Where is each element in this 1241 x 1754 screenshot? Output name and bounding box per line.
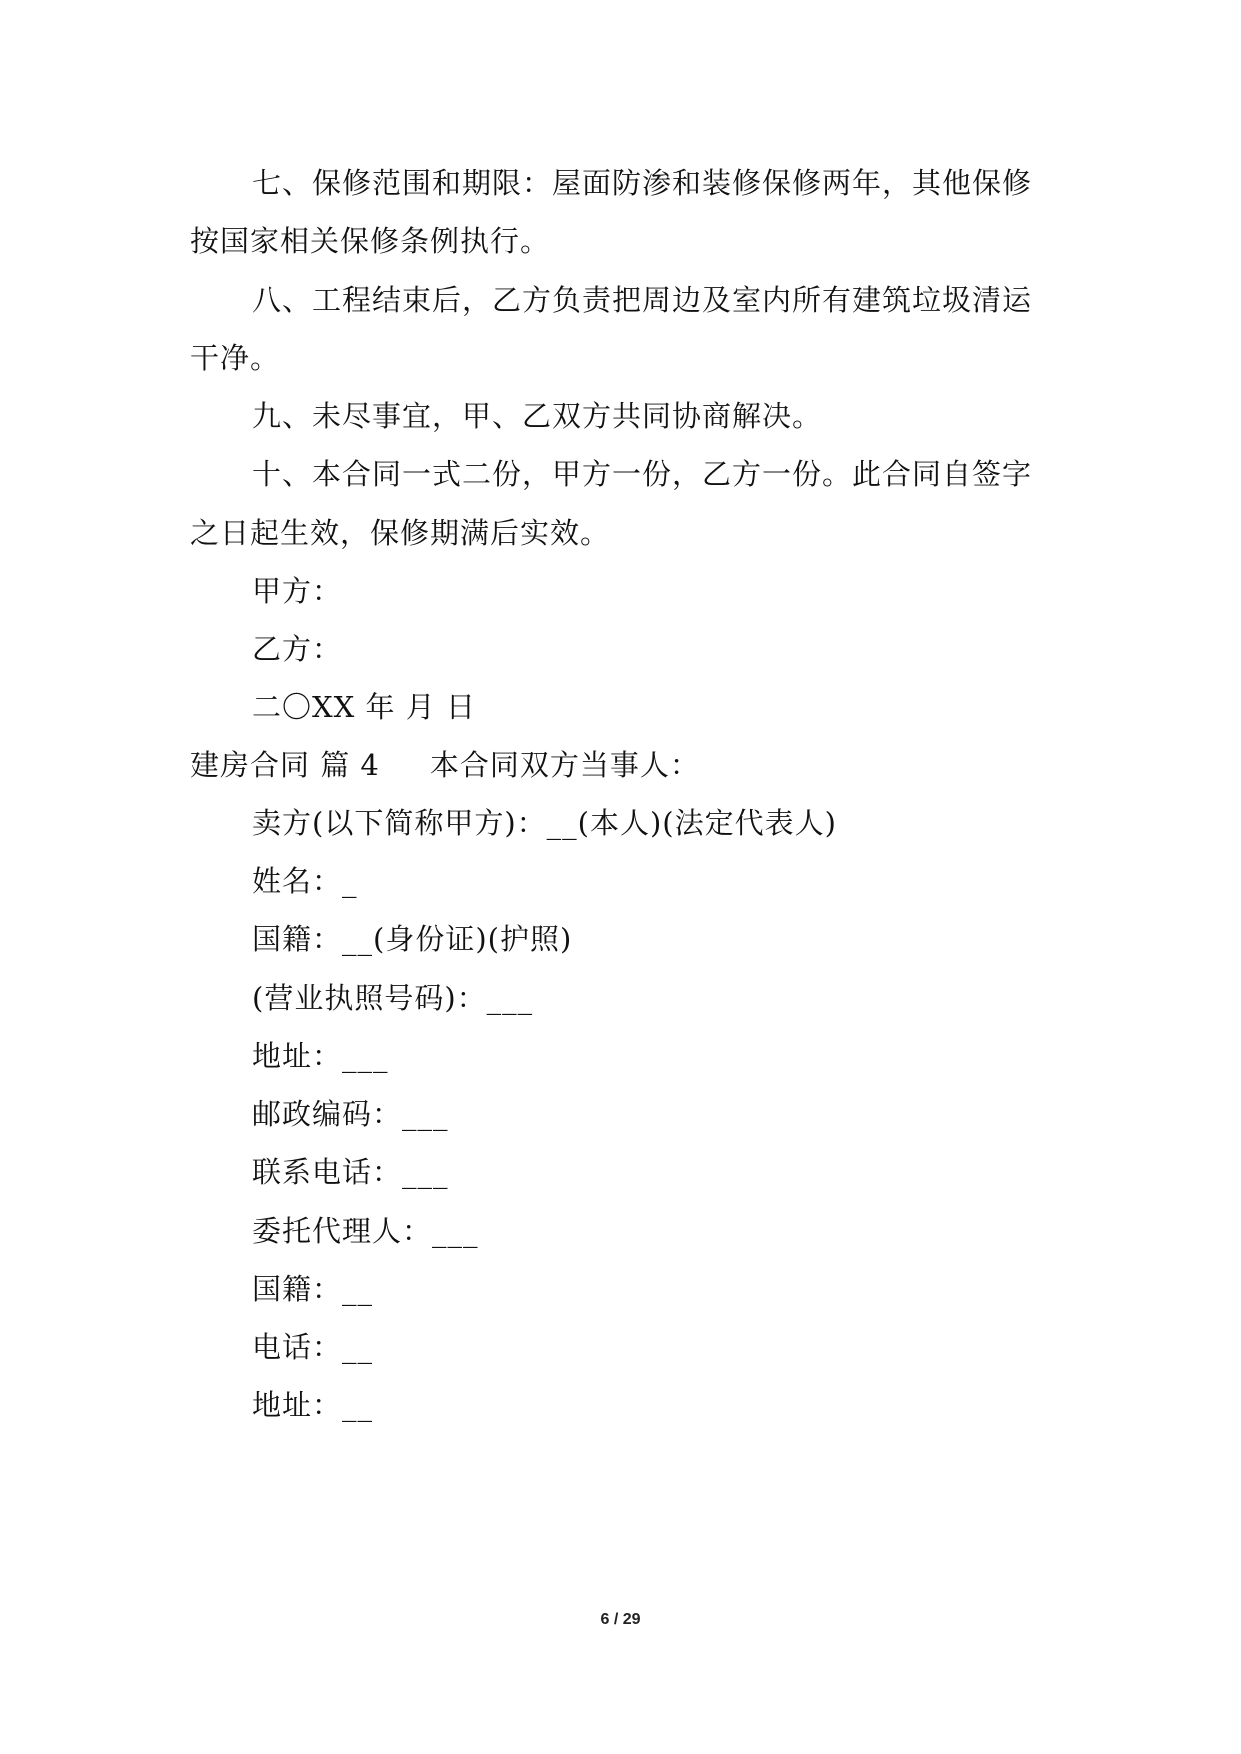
- seller-line: 卖方(以下简称甲方)：__(本人)(法定代表人): [252, 806, 837, 840]
- section-heading-line: [190, 745, 1060, 785]
- paragraph-line: 干净。: [190, 341, 281, 375]
- party-b-signature: 乙方：: [252, 632, 343, 666]
- field-agent-phone: 电话：__: [252, 1330, 374, 1364]
- field-agent-nationality: 国籍：__: [252, 1272, 374, 1306]
- field-postal-code: 邮政编码：___: [252, 1097, 449, 1131]
- paragraph-line: 之日起生效，保修期满后实效。: [190, 516, 611, 550]
- party-a-signature: 甲方：: [252, 574, 343, 608]
- field-address: 地址：___: [252, 1039, 389, 1073]
- paragraph-line: 八、工程结束后，乙方负责把周边及室内所有建筑垃圾清运: [252, 283, 1033, 317]
- paragraph-line: 七、保修范围和期限：屋面防渗和装修保修两年，其他保修: [252, 166, 1033, 200]
- paragraph-line: 九、未尽事宜，甲、乙双方共同协商解决。: [252, 399, 823, 433]
- date-line: 二〇XX 年 月 日: [252, 690, 476, 724]
- paragraph-line: 按国家相关保修条例执行。: [190, 224, 551, 258]
- page-separator: /: [609, 1611, 623, 1628]
- total-pages: 29: [622, 1611, 641, 1628]
- field-nationality: 国籍：__(身份证)(护照): [252, 922, 573, 956]
- section-title: 建房合同 篇 4: [190, 748, 380, 782]
- field-agent-address: 地址：__: [252, 1388, 374, 1422]
- field-agent: 委托代理人：___: [252, 1214, 479, 1248]
- section-intro: 本合同双方当事人：: [429, 748, 700, 782]
- field-phone: 联系电话：___: [252, 1155, 449, 1189]
- field-business-license: (营业执照号码)：___: [252, 981, 534, 1015]
- field-name: 姓名：_: [252, 864, 358, 898]
- current-page: 6: [600, 1611, 610, 1628]
- page-number: [0, 1611, 1241, 1629]
- paragraph-line: 十、本合同一式二份，甲方一份，乙方一份。此合同自签字: [252, 457, 1033, 491]
